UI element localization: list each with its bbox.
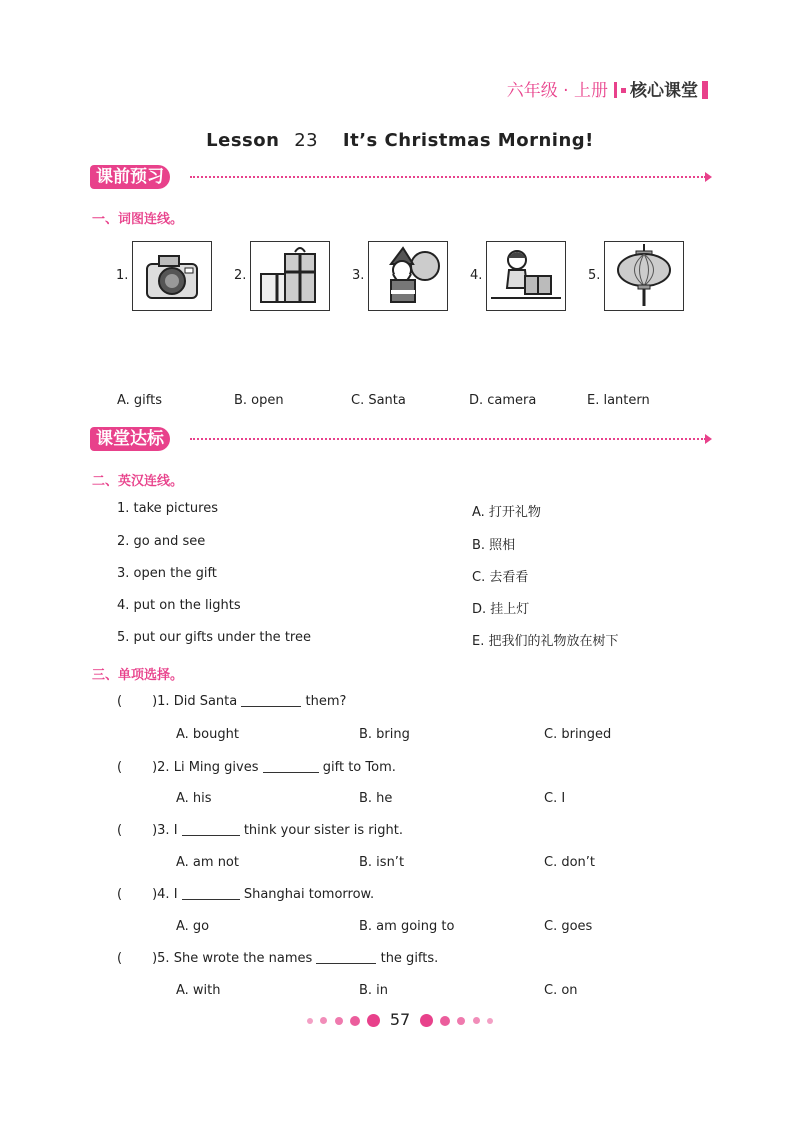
banner-label: 课前预习 <box>90 165 170 189</box>
word-option: E. lantern <box>587 393 650 408</box>
page-footer <box>0 1010 800 1029</box>
decor-dot <box>335 1017 343 1025</box>
english-phrase: 2. go and see <box>117 534 206 549</box>
choice-option[interactable]: B. he <box>359 791 393 806</box>
decor-dot <box>420 1014 433 1027</box>
picture-label: 1. <box>116 268 129 283</box>
girl-opening-gift-icon <box>486 241 566 311</box>
answer-blank[interactable] <box>263 772 319 773</box>
choice-option[interactable]: A. bought <box>176 727 239 742</box>
choice-option[interactable]: C. bringed <box>544 727 612 742</box>
arrow-icon <box>705 172 712 182</box>
choice-option[interactable]: A. go <box>176 919 210 934</box>
answer-blank[interactable] <box>316 963 376 964</box>
picture-label: 4. <box>470 268 483 283</box>
english-phrase: 5. put our gifts under the tree <box>117 630 311 645</box>
decor-dot <box>320 1017 327 1024</box>
chinese-phrase: B. 照相 <box>472 538 516 553</box>
decor-dot <box>307 1018 313 1024</box>
answer-blank[interactable] <box>241 706 301 707</box>
question-row: ( )5. She wrote the names the gifts. <box>117 951 439 966</box>
camera-icon <box>132 241 212 311</box>
question-row: ( )4. I Shanghai tomorrow. <box>117 887 375 902</box>
choice-option[interactable]: A. with <box>176 983 221 998</box>
decor-dot <box>457 1017 465 1025</box>
banner-preview <box>90 165 712 189</box>
arrow-icon <box>705 434 712 444</box>
gifts-icon <box>250 241 330 311</box>
choice-option[interactable]: B. bring <box>359 727 410 742</box>
question-row: ( )2. Li Ming gives gift to Tom. <box>117 760 396 775</box>
banner-practice <box>90 427 712 451</box>
section3-heading: 三、单项选择。 <box>92 668 184 683</box>
page-number: 57 <box>389 1010 411 1029</box>
question-row: ( )3. I think your sister is right. <box>117 823 403 838</box>
decor-dot <box>473 1017 480 1024</box>
answer-paren-open[interactable]: ( <box>117 823 123 838</box>
book-header <box>507 76 708 101</box>
chinese-phrase: E. 把我们的礼物放在树下 <box>472 634 619 649</box>
choice-option[interactable]: C. don’t <box>544 855 596 870</box>
dotted-line <box>190 438 706 440</box>
choice-option[interactable]: C. on <box>544 983 578 998</box>
choice-option[interactable]: C. I <box>544 791 566 806</box>
english-phrase: 4. put on the lights <box>117 598 241 613</box>
chinese-phrase: A. 打开礼物 <box>472 505 541 520</box>
page-title <box>0 130 800 151</box>
decor-dot <box>350 1016 360 1026</box>
banner-label: 课堂达标 <box>90 427 170 451</box>
lesson-name: It’s Christmas Morning! <box>342 130 594 151</box>
word-option: B. open <box>234 393 284 408</box>
answer-blank[interactable] <box>182 835 240 836</box>
choice-option[interactable]: C. goes <box>544 919 593 934</box>
lesson-number: 23 <box>294 130 319 151</box>
answer-blank[interactable] <box>182 899 240 900</box>
picture-label: 5. <box>588 268 601 283</box>
header-dot <box>621 88 626 93</box>
header-bar <box>702 81 708 99</box>
dotted-line <box>190 176 706 178</box>
section2-heading: 二、英汉连线。 <box>92 474 184 489</box>
answer-paren-open[interactable]: ( <box>117 760 123 775</box>
decor-dot <box>487 1018 493 1024</box>
header-divider <box>614 82 617 98</box>
book-grade: 六年级 · 上册 <box>506 81 608 101</box>
word-option: C. Santa <box>351 393 406 408</box>
choice-option[interactable]: B. isn’t <box>359 855 405 870</box>
english-phrase: 3. open the gift <box>117 566 217 581</box>
decor-dot <box>440 1016 450 1026</box>
choice-option[interactable]: A. his <box>176 791 212 806</box>
english-phrase: 1. take pictures <box>117 501 218 516</box>
lesson-word: Lesson <box>206 130 280 151</box>
choice-option[interactable]: B. in <box>359 983 389 998</box>
decor-dot <box>367 1014 380 1027</box>
question-row: ( )1. Did Santa them? <box>117 694 347 709</box>
word-option: D. camera <box>469 393 537 408</box>
section1-heading: 一、词图连线。 <box>92 212 184 227</box>
book-brand: 核心课堂 <box>630 81 698 101</box>
picture-label: 3. <box>352 268 365 283</box>
santa-icon <box>368 241 448 311</box>
picture-label: 2. <box>234 268 247 283</box>
chinese-phrase: C. 去看看 <box>472 570 529 585</box>
answer-paren-open[interactable]: ( <box>117 694 123 709</box>
word-option: A. gifts <box>117 393 163 408</box>
answer-paren-open[interactable]: ( <box>117 887 123 902</box>
answer-paren-open[interactable]: ( <box>117 951 123 966</box>
chinese-phrase: D. 挂上灯 <box>472 602 530 617</box>
choice-option[interactable]: B. am going to <box>359 919 455 934</box>
choice-option[interactable]: A. am not <box>176 855 239 870</box>
lantern-icon <box>604 241 684 311</box>
